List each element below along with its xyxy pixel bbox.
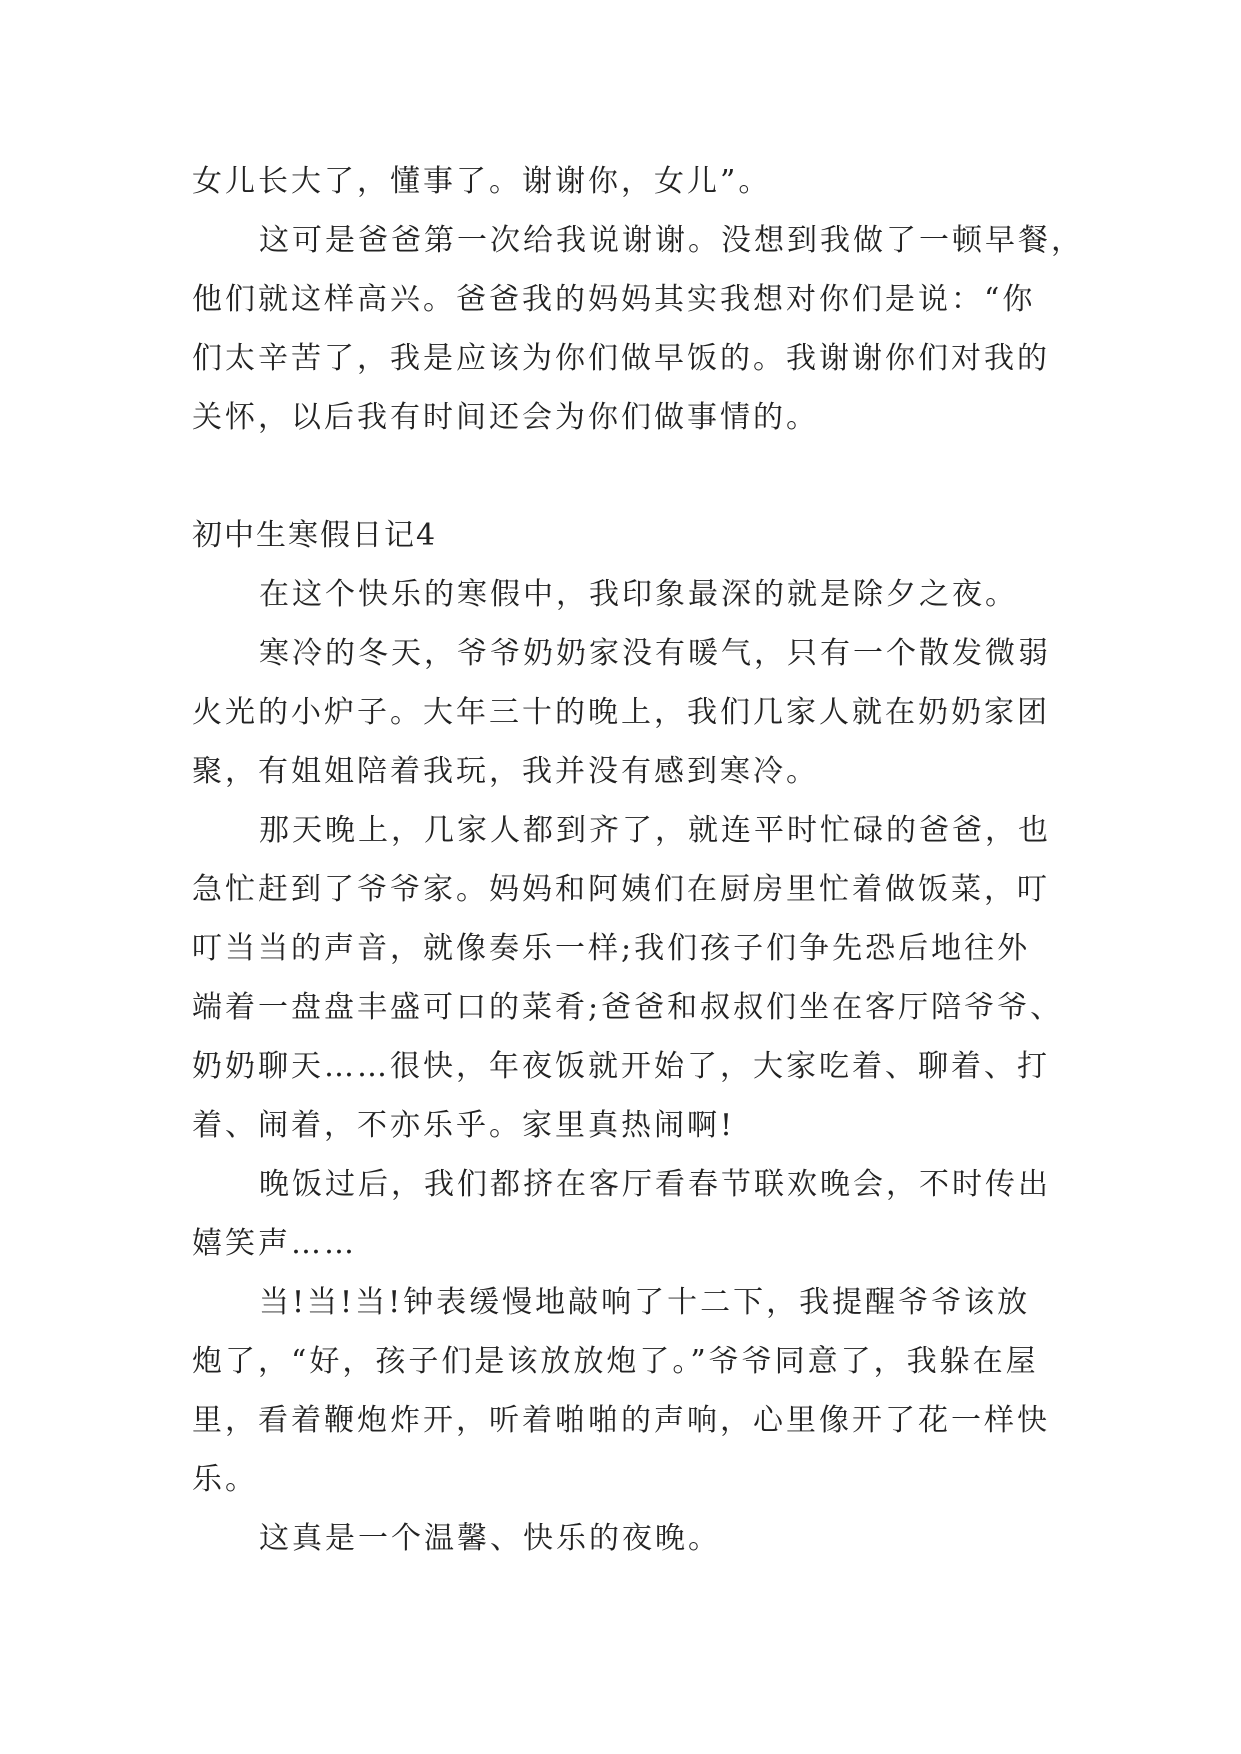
paragraph: [192, 565, 1081, 624]
text-line: 奶奶聊天……很快，年夜饭就开始了，大家吃着、聊着、打: [192, 1049, 1050, 1084]
text-line: 端着一盘盘丰盛可口的菜肴;爸爸和叔叔们坐在客厅陪爷爷、: [192, 990, 1064, 1025]
paragraph: [192, 1509, 1081, 1568]
text-line: 这真是一个温馨、快乐的夜晚。: [259, 1521, 721, 1556]
paragraph: [192, 211, 1084, 447]
paragraph: [192, 1155, 1081, 1273]
text-line: 里，看着鞭炮炸开，听着啪啪的声响，心里像开了花一样快: [192, 1403, 1050, 1438]
text-line: 关怀，以后我有时间还会为你们做事情的。: [192, 400, 819, 435]
text-line: 乐。: [192, 1462, 258, 1497]
text-line: 当!当!当!钟表缓慢地敲响了十二下，我提醒爷爷该放: [259, 1285, 1031, 1320]
paragraph: [192, 1273, 1081, 1509]
continued-paragraph: [192, 152, 1081, 211]
text-line: 火光的小炉子。大年三十的晚上，我们几家人就在奶奶家团: [192, 695, 1050, 730]
text-line: 在这个快乐的寒假中，我印象最深的就是除夕之夜。: [259, 577, 1018, 612]
text-line: 急忙赶到了爷爷家。妈妈和阿姨们在厨房里忙着做饭菜，叮: [192, 872, 1050, 907]
text-line: 叮当当的声音，就像奏乐一样;我们孩子们争先恐后地往外: [192, 931, 1031, 966]
text-line: 寒冷的冬天，爷爷奶奶家没有暖气，只有一个散发微弱: [259, 636, 1051, 671]
text-line: 们太辛苦了，我是应该为你们做早饭的。我谢谢你们对我的: [192, 341, 1050, 376]
entry-title: 初中生寒假日记4: [192, 518, 438, 553]
text-line: 炮了，“好，孩子们是该放放炮了。”爷爷同意了，我躲在屋: [192, 1344, 1039, 1379]
text-line: 那天晚上，几家人都到齐了，就连平时忙碌的爸爸，也: [259, 813, 1051, 848]
text-line: 他们就这样高兴。爸爸我的妈妈其实我想对你们是说：“你: [192, 282, 1036, 317]
text-line: 嬉笑声……: [192, 1226, 357, 1261]
text-line: 聚，有姐姐陪着我玩，我并没有感到寒冷。: [192, 754, 819, 789]
text-line: 晚饭过后，我们都挤在客厅看春节联欢晚会，不时传出: [259, 1167, 1051, 1202]
text-line: 着、闹着，不亦乐乎。家里真热闹啊!: [192, 1108, 736, 1143]
text-line: 女儿长大了，懂事了。谢谢你，女儿”。: [192, 164, 772, 199]
text-line: 这可是爸爸第一次给我说谢谢。没想到我做了一顿早餐，: [259, 223, 1084, 258]
paragraph: [192, 624, 1081, 801]
paragraph: [192, 801, 1081, 1155]
